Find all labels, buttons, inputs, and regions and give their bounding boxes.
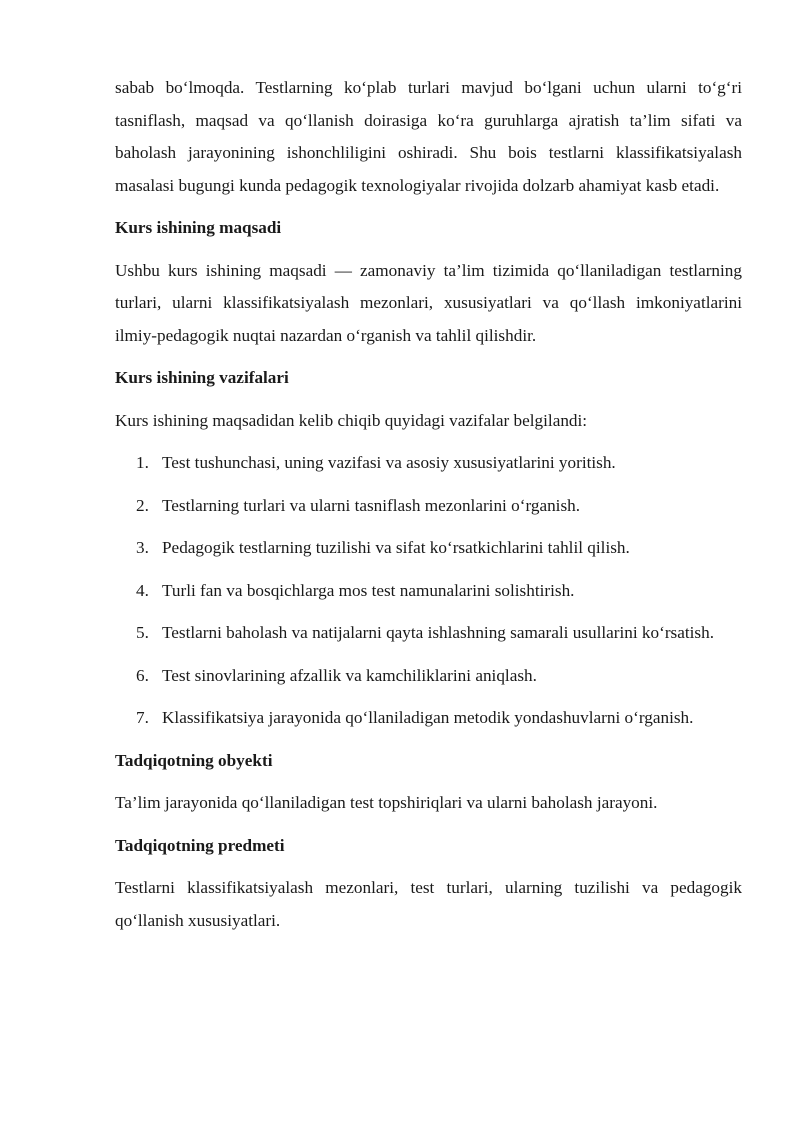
goal-paragraph: Ushbu kurs ishining maqsadi — zamonaviy ta’lim tizimida qo‘llaniladigan testlarning turlari, ularni klassifikatsiyalash mezonlari, xususiyatlari va qo‘llash imkoniyatlarini ilmiy-pedagogik nuqtai nazardan o‘rganish va tahlil qilishdir. bbox=[115, 260, 742, 345]
list-item-number: 6. bbox=[136, 665, 149, 685]
list-item-text: Pedagogik testlarning tuzilishi va sifat ko‘rsatkichlarini tahlil qilish. bbox=[162, 538, 630, 557]
intro-paragraph: sabab bo‘lmoqda. Testlarning ko‘plab turlari mavjud bo‘lgani uchun ularni to‘g‘ri tasniflash, maqsad va qo‘llanish doirasiga ko‘ra guruhlarga ajratish ta’lim sifati va baholash jarayonining ishonchliligini oshiradi. Shu bois testlarni klassifikatsiyalash masalasi bugungi kunda pedagogik texnologiyalar rivojida dolzarb ahamiyat kasb etadi. bbox=[115, 78, 742, 195]
list-item-number: 3. bbox=[136, 538, 149, 557]
list-item bbox=[115, 490, 742, 523]
list-item-text: Testlarning turlari va ularni tasniflash mezonlarini o‘rganish. bbox=[162, 495, 581, 515]
object-heading: Tadqiqotning obyekti bbox=[115, 750, 273, 770]
tasks-heading: Kurs ishining vazifalari bbox=[115, 368, 289, 387]
list-item-number: 5. bbox=[136, 623, 149, 642]
list-item-text: Klassifikatsiya jarayonida qo‘llaniladigan metodik yondashuvlarni o‘rganish. bbox=[162, 708, 694, 727]
subject-paragraph: Testlarni klassifikatsiyalash mezonlari, test turlari, ularning tuzilishi va pedagogik qo‘llanish xususiyatlari. bbox=[115, 878, 742, 930]
list-item bbox=[115, 575, 742, 608]
tasks-list bbox=[115, 447, 742, 735]
object-paragraph: Ta’lim jarayonida qo‘llaniladigan test topshiriqlari va ularni baholash jarayoni. bbox=[115, 793, 658, 812]
subject-heading: Tadqiqotning predmeti bbox=[115, 835, 285, 855]
list-item-number: 1. bbox=[136, 453, 149, 472]
list-item bbox=[115, 660, 742, 693]
list-item bbox=[115, 702, 742, 735]
goal-heading: Kurs ishining maqsadi bbox=[115, 218, 282, 237]
list-item-text: Test sinovlarining afzallik va kamchiliklarini aniqlash. bbox=[162, 665, 537, 685]
list-item bbox=[115, 447, 742, 480]
list-item bbox=[115, 532, 742, 565]
list-item-number: 2. bbox=[136, 495, 149, 515]
list-item-text: Testlarni baholash va natijalarni qayta ishlashning samarali usullarini ko‘rsatish. bbox=[162, 623, 714, 642]
list-item-number: 7. bbox=[136, 708, 149, 727]
list-item-number: 4. bbox=[136, 580, 149, 600]
document-page bbox=[115, 72, 742, 947]
list-item bbox=[115, 617, 742, 650]
tasks-intro: Kurs ishining maqsadidan kelib chiqib quyidagi vazifalar belgilandi: bbox=[115, 410, 588, 430]
list-item-text: Test tushunchasi, uning vazifasi va asosiy xususiyatlarini yoritish. bbox=[162, 453, 616, 472]
list-item-text: Turli fan va bosqichlarga mos test namunalarini solishtirish. bbox=[162, 580, 575, 600]
